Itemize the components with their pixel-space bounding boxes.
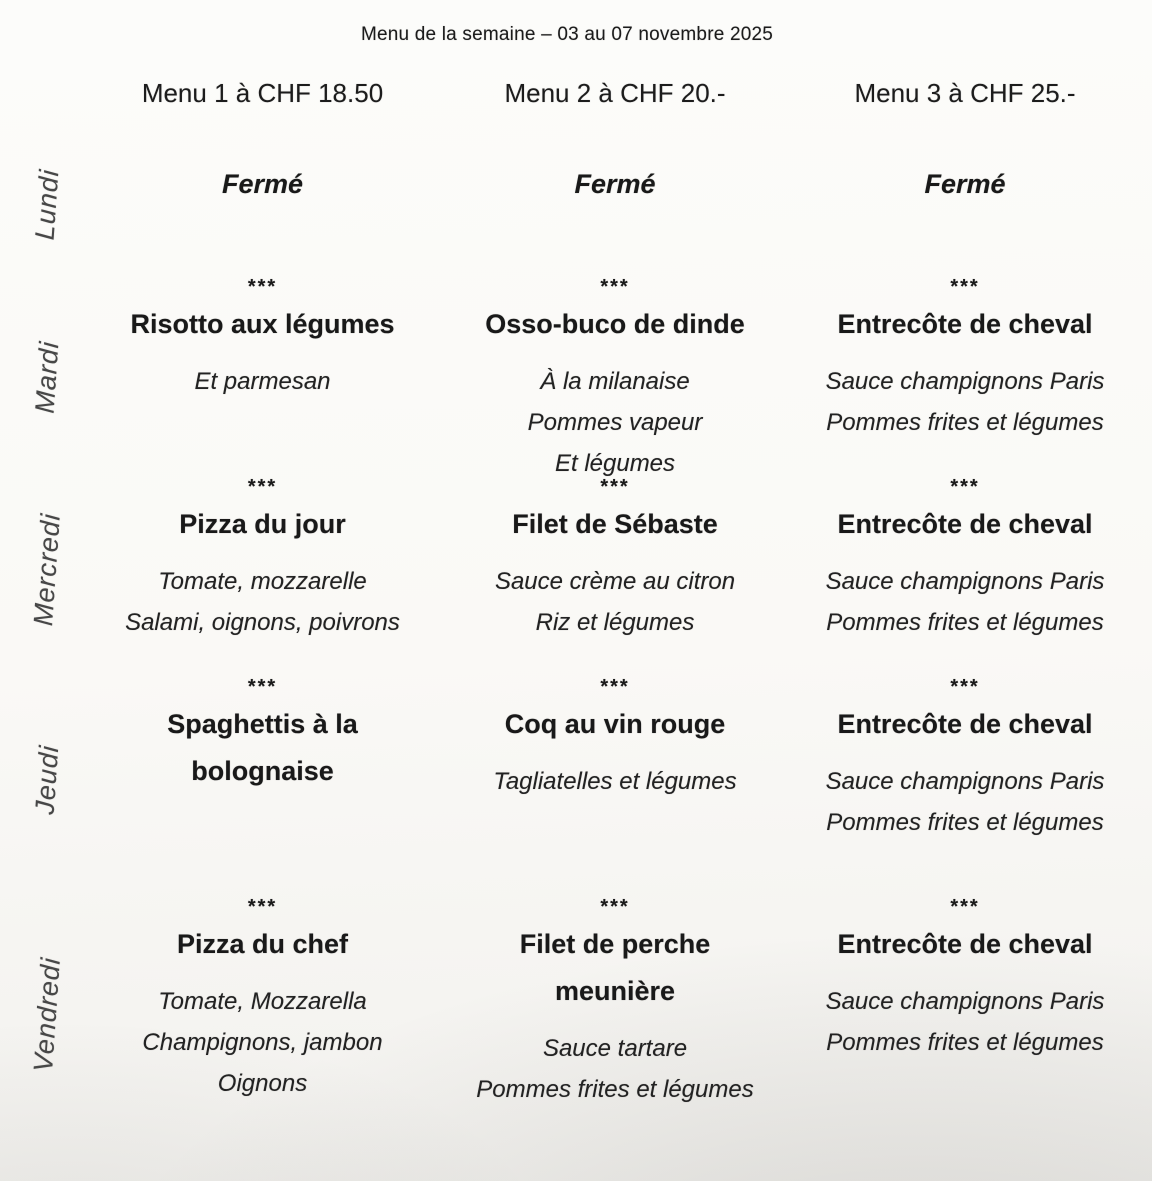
dish-sides: Sauce crème au citron Riz et légumes xyxy=(494,568,736,636)
separator-stars: *** xyxy=(950,476,980,498)
day-col xyxy=(0,140,95,270)
day-row-lundi xyxy=(0,140,1152,270)
dish-sides: À la milanaise Pommes vapeur Et légumes xyxy=(527,368,703,477)
menu-cell-mercredi-menu2 xyxy=(430,470,800,670)
day-label-lundi: Lundi xyxy=(29,168,65,242)
day-col xyxy=(0,270,95,484)
dish-sides: Et parmesan xyxy=(194,368,331,395)
separator-stars: *** xyxy=(247,676,278,698)
separator-stars: *** xyxy=(600,276,630,298)
dish-sides: Sauce champignons Paris Pommes frites et légumes xyxy=(825,368,1105,436)
menu-cell-lundi-menu3 xyxy=(800,140,1130,270)
menu-cell-vendredi-menu3 xyxy=(800,890,1130,1140)
separator-stars: *** xyxy=(950,896,980,918)
day-row-vendredi xyxy=(0,890,1152,1140)
dish-name: Entrecôte de cheval xyxy=(837,709,1093,739)
separator-stars: *** xyxy=(950,676,980,698)
dish-name: Fermé xyxy=(574,169,656,199)
separator-stars: *** xyxy=(600,896,630,918)
dish-name: Osso-buco de dinde xyxy=(485,309,745,339)
separator-stars: *** xyxy=(247,896,278,918)
dish-name: Fermé xyxy=(221,169,304,199)
menu-header-row xyxy=(0,58,1152,140)
dish-sides: Sauce champignons Paris Pommes frites et légumes xyxy=(825,988,1105,1056)
menu-cell-mercredi-menu3 xyxy=(800,470,1130,670)
dish-name: Entrecôte de cheval xyxy=(837,309,1093,339)
dish-name: Entrecôte de cheval xyxy=(837,509,1093,539)
separator-stars: *** xyxy=(950,276,980,298)
day-row-mercredi xyxy=(0,470,1152,670)
dish-sides: Sauce champignons Paris Pommes frites et légumes xyxy=(825,768,1105,836)
day-label-mardi: Mardi xyxy=(29,339,65,415)
menu-cell-jeudi-menu3 xyxy=(800,670,1130,890)
dish-name: Spaghettis à la bolognaise xyxy=(167,709,358,786)
menu-cell-mardi-menu1 xyxy=(95,270,430,484)
separator-stars: *** xyxy=(247,276,278,298)
menu-cell-mercredi-menu1 xyxy=(95,470,430,670)
day-row-jeudi xyxy=(0,670,1152,890)
day-label-jeudi: Jeudi xyxy=(29,744,65,816)
menu-cell-mardi-menu3 xyxy=(800,270,1130,484)
dish-sides: Tagliatelles et légumes xyxy=(493,768,737,795)
dish-sides: Tomate, mozzarelle Salami, oignons, poivrons xyxy=(125,568,400,636)
dish-name: Pizza du jour xyxy=(179,509,346,539)
dish-name: Risotto aux légumes xyxy=(130,309,395,339)
dish-name: Filet de perche meunière xyxy=(519,929,711,1006)
day-col xyxy=(0,470,95,670)
dish-name: Filet de Sébaste xyxy=(512,509,718,539)
menu-cell-vendredi-menu1 xyxy=(95,890,430,1140)
day-label-vendredi: Vendredi xyxy=(28,956,66,1074)
separator-stars: *** xyxy=(600,476,630,498)
menu1-header: Menu 1 à CHF 18.50 xyxy=(141,78,384,108)
separator-stars: *** xyxy=(247,476,278,498)
dish-sides: Sauce tartare Pommes frites et légumes xyxy=(476,1035,754,1103)
menu-cell-jeudi-menu1 xyxy=(95,670,430,890)
menu3-header: Menu 3 à CHF 25.- xyxy=(854,78,1076,108)
separator-stars: *** xyxy=(600,676,630,698)
dish-name: Coq au vin rouge xyxy=(504,709,726,739)
menu-cell-lundi-menu1 xyxy=(95,140,430,270)
menu-cell-vendredi-menu2 xyxy=(430,890,800,1140)
page-title: Menu de la semaine – 03 au 07 novembre 2025 xyxy=(360,24,774,45)
day-col xyxy=(0,890,95,1140)
dish-name: Entrecôte de cheval xyxy=(837,929,1093,959)
title-row xyxy=(0,0,1152,58)
menu-cell-mardi-menu2 xyxy=(430,270,800,484)
menu2-header: Menu 2 à CHF 20.- xyxy=(504,78,726,108)
menu-cell-lundi-menu2 xyxy=(430,140,800,270)
dish-name: Pizza du chef xyxy=(176,929,349,959)
dish-sides: Tomate, Mozzarella Champignons, jambon Oignons xyxy=(142,988,383,1097)
menu-cell-jeudi-menu2 xyxy=(430,670,800,890)
day-col xyxy=(0,670,95,890)
day-row-mardi xyxy=(0,270,1152,477)
day-label-mercredi: Mercredi xyxy=(28,512,66,628)
dish-sides: Sauce champignons Paris Pommes frites et légumes xyxy=(825,568,1105,636)
header-day-spacer xyxy=(0,78,95,140)
dish-name: Fermé xyxy=(924,169,1006,199)
